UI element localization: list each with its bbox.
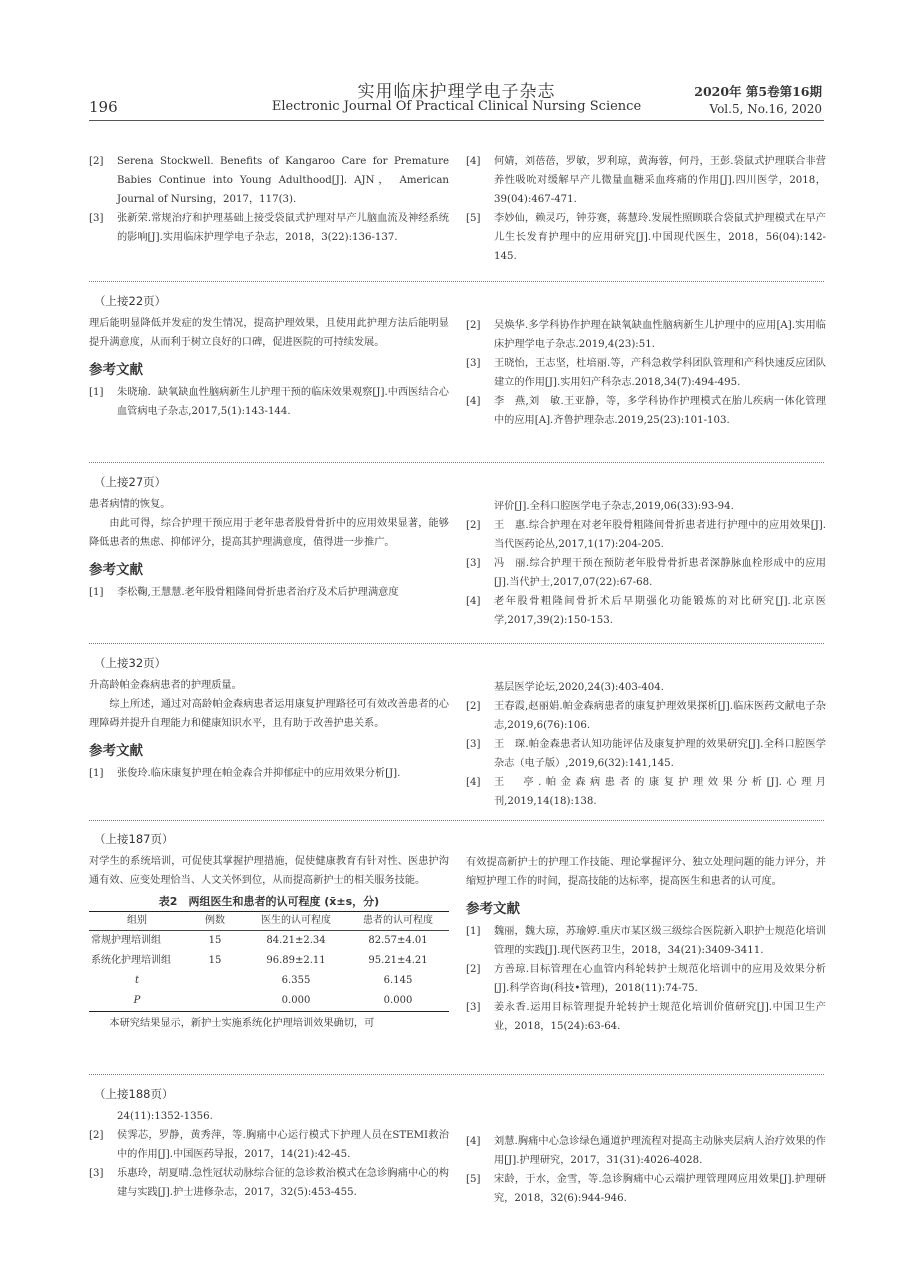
reference-item: [1] 朱晓瑜．缺氧缺血性脑病新生儿护理干预的临床效果观察[J].中西医结合心血管病电子杂志,2017,5(1):143-144. xyxy=(89,387,449,417)
body-paragraph: 理后能明显降低并发症的发生情况，提高护理效果，且使用此护理方法后能明显提升满意度，从而利于树立良好的口碑，促进医院的可持续发展。 xyxy=(89,318,449,348)
section4-left xyxy=(89,654,449,783)
body-paragraph: 对学生的系统培训，可促使其掌握护理措施，促使健康教育有针对性、医患护沟通有效、应变处理恰当、人文关怀到位，从而提高新护士的相关服务技能。 xyxy=(89,856,449,886)
body-paragraph: 本研究结果显示，新护士实施系统化护理培训效果确切，可 xyxy=(109,1018,375,1029)
reference-item: [3] 姜永香.运用目标管理提升轮转护士规范化培训价值研究[J].中国卫生产业，2018，15(24):63-64. xyxy=(466,1002,826,1032)
section6-right xyxy=(466,1132,826,1208)
reference-item: [2] 王 惠.综合护理在对老年股骨粗隆间骨折患者进行护理中的应用效果[J].当代医药论丛,2017,1(17):204-205. xyxy=(466,520,826,550)
reference-item: [5] 李妙仙，赖灵巧，钟芬赛，蒋慧玲.发展性照顾联合袋鼠式护理模式在早产儿生长发育护理中的应用研究[J].中国现代医生，2018，56(04):142-145. xyxy=(466,213,826,262)
section5-left xyxy=(89,830,449,1033)
page-number: 196 xyxy=(89,98,118,116)
section-divider xyxy=(89,462,824,463)
reference-item: [2] 方善琼.目标管理在心血管内科轮转护士规范化培训中的应用及效果分析[J].科学咨询(科技•管理)，2018(11):74-75. xyxy=(466,964,826,994)
section4-right xyxy=(466,678,826,811)
section-divider xyxy=(89,643,824,644)
reference-continuation: 24(11):1352-1356. xyxy=(117,1111,213,1122)
body-paragraph: 患者病情的恢复。 xyxy=(89,499,171,510)
reference-item: [4] 李 燕,刘 敏.王亚静，等，多学科协作护理模式在胎儿疾病一体化管理中的应用[A].齐鲁护理杂志.2019,25(23):101-103. xyxy=(466,396,826,426)
continued-label: （上接22页） xyxy=(94,294,167,308)
reference-item: [3] 王晓怡，王志坚，杜培丽.等，产科急救学科团队管理和产科快速反应团队建立的作用[J].实用妇产科杂志.2018,34(7):494-495. xyxy=(466,358,826,388)
table-header: 例数 xyxy=(185,912,245,931)
references-heading: 参考文献 xyxy=(466,901,520,917)
table-row: 常规护理培训组 15 84.21±2.34 82.57±4.01 xyxy=(91,935,428,946)
continued-label: （上接27页） xyxy=(94,475,167,489)
reference-item: [3] 乐惠玲，胡夏晴.急性冠状动脉综合征的急诊救治模式在急诊胸痛中心的构建与实践[J].护士进修杂志，2017，32(5):453-455. xyxy=(89,1168,449,1198)
body-paragraph: 有效提高新护士的护理工作技能、理论掌握评分、独立处理问题的能力评分，并缩短护理工作的时间，提高技能的达标率，提高医生和患者的认可度。 xyxy=(466,857,826,887)
section1-left xyxy=(89,152,449,247)
reference-item: [5] 宋龄，于水，金雪，等.急诊胸痛中心云端护理管理网应用效果[J].护理研究，2018，32(6):944-946. xyxy=(466,1174,826,1204)
issue-en: Vol.5, No.16, 2020 xyxy=(709,102,822,116)
reference-continuation: 评价[J].全科口腔医学电子杂志,2019,06(33):93-94. xyxy=(494,501,734,512)
section1-right xyxy=(466,152,826,266)
reference-item: [4] 王 亭.帕金森病患者的康复护理效果分析[J].心理月刊,2019,14(18):138. xyxy=(466,777,826,807)
reference-item: [2] 王春霞,赵丽娟.帕金森病患者的康复护理效果探析[J].临床医药文献电子杂志,2019,6(76):106. xyxy=(466,701,826,731)
references-heading: 参考文献 xyxy=(89,562,143,578)
reference-item: [2] 侯霁芯，罗静，黄秀萍，等.胸痛中心运行模式下护理人员在STEMI救治中的作用[J].中国医药导报，2017，14(21):42-45. xyxy=(89,1130,449,1160)
reference-item: [1] 张俊玲.临床康复护理在帕金森合并抑郁症中的应用效果分析[J]. xyxy=(89,768,401,779)
table-caption: 表2 两组医生和患者的认可程度 (x̄±s，分) xyxy=(158,895,380,908)
reference-item: [4] 何婧，刘蓓蓓，罗敏，罗利琼，黄海蓉，何丹，王彭.袋鼠式护理联合非营养性吸吮对缓解早产儿微量血糖采血疼痛的作用[J].四川医学，2018，39(04):467-471. xyxy=(466,156,826,205)
references-heading: 参考文献 xyxy=(89,362,143,378)
reference-item: [3] 冯 丽.综合护理干预在预防老年股骨骨折患者深静脉血栓形成中的应用[J].当代护士,2017,07(22):67-68. xyxy=(466,558,826,588)
reference-item: [1] 李松鞠,王慧慧.老年股骨粗隆间骨折患者治疗及术后护理满意度 xyxy=(89,587,399,598)
reference-item: [1] 魏丽，魏大琼，苏瑜婷.重庆市某区级三级综合医院新入职护士规范化培训管理的实践[J].现代医药卫生，2018，34(21):3409-3411. xyxy=(466,926,826,956)
body-paragraph: 综上所述，通过对高龄帕金森病患者运用康复护理路径可有效改善患者的心理障碍并提升自理能力和健康知识水平，且有助于改善护患关系。 xyxy=(89,699,449,729)
continued-label: （上接187页） xyxy=(94,832,174,846)
table-row: P 0.000 0.000 xyxy=(89,991,449,1012)
section2-right xyxy=(466,316,826,430)
section5-right xyxy=(466,853,826,1036)
table-header: 医生的认可程度 xyxy=(245,912,347,931)
header-rule xyxy=(89,120,824,121)
reference-item: [3] 王 琛.帕金森患者认知功能评估及康复护理的效果研究[J].全科口腔医学杂志（电子版）,2019,6(32):141,145. xyxy=(466,739,826,769)
section-divider xyxy=(89,1074,824,1075)
reference-item: [3] 张新荣.常规治疗和护理基础上接受袋鼠式护理对早产儿脑血流及神经系统的影响[J].实用临床护理学电子杂志，2018，3(22):136-137. xyxy=(89,213,449,243)
table-header: 组别 xyxy=(89,912,185,931)
table-row: t 6.355 6.145 xyxy=(134,975,413,986)
issue-cn: 2020年 第5卷第16期 xyxy=(694,84,822,99)
body-paragraph: 由此可得，综合护理干预应用于老年患者股骨骨折中的应用效果显著，能够降低患者的焦虑、抑郁评分，提高其护理满意度，值得进一步推广。 xyxy=(89,518,449,548)
section6-left xyxy=(89,1085,449,1202)
section-divider xyxy=(89,820,824,821)
data-table xyxy=(89,911,449,1012)
table-header: 患者的认可程度 xyxy=(347,912,449,931)
reference-item: [4] 老年股骨粗隆间骨折术后早期强化功能锻炼的对比研究[J].北京医学,2017,39(2):150-153. xyxy=(466,596,826,626)
section-divider xyxy=(89,281,824,282)
section2-left xyxy=(89,292,449,421)
table-row: 系统化护理培训组 15 96.89±2.11 95.21±4.21 xyxy=(91,955,428,966)
reference-item: [2] 吴焕华.多学科协作护理在缺氧缺血性脑病新生儿护理中的应用[A].实用临床护理学电子杂志.2019,4(23):51. xyxy=(466,320,826,350)
section3-left xyxy=(89,473,449,602)
reference-continuation: 基层医学论坛,2020,24(3):403-404. xyxy=(494,682,664,693)
section3-right xyxy=(466,497,826,630)
reference-item: [2] Serena Stockwell. Benefits of Kangaroo Care for Premature Babies Continue into Young Adulthood[J]. AJN， American Journal of Nursing，2017，117(3). xyxy=(89,156,449,205)
reference-item: [4] 刘慧.胸痛中心急诊绿色通道护理流程对提高主动脉夹层病人治疗效果的作用[J].护理研究，2017，31(31):4026-4028. xyxy=(466,1136,826,1166)
journal-title-cn: 实用临床护理学电子杂志 xyxy=(357,82,556,102)
references-heading: 参考文献 xyxy=(89,743,143,759)
continued-label: （上接188页） xyxy=(94,1087,174,1101)
journal-title-en: Electronic Journal Of Practical Clinical Nursing Science xyxy=(271,99,642,114)
body-paragraph: 升高龄帕金森病患者的护理质量。 xyxy=(89,680,242,691)
continued-label: （上接32页） xyxy=(94,656,167,670)
